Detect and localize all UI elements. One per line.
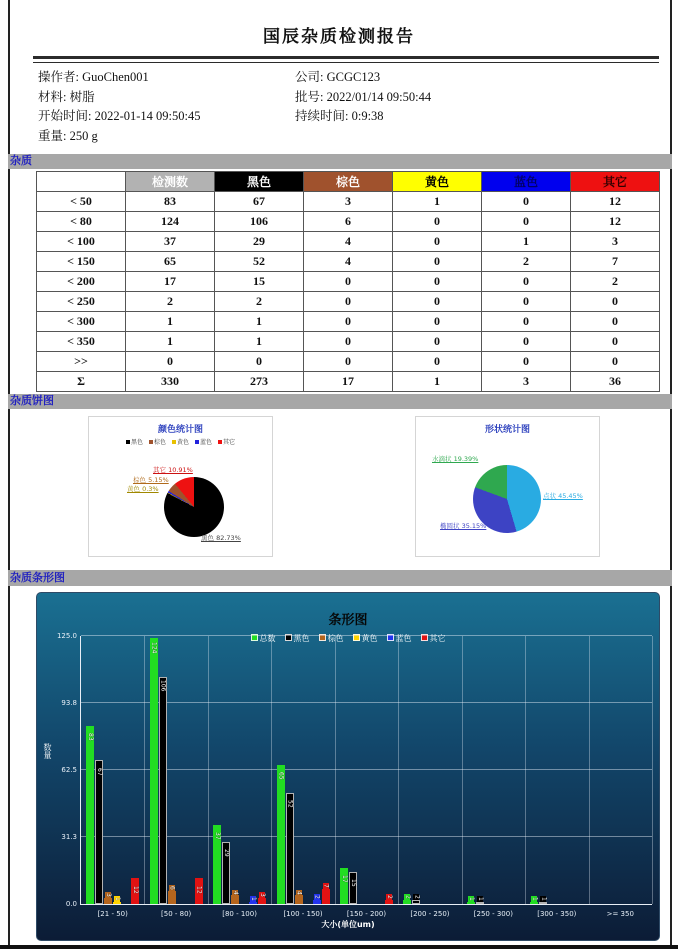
value-cell: 1 — [126, 332, 215, 352]
bar-value-label: 1 — [114, 897, 122, 901]
legend-label: 黄色 — [361, 634, 378, 643]
pie-slice-label: 黄色 0.3% — [127, 485, 159, 493]
title-divider — [33, 56, 659, 63]
value-cell: 0 — [482, 192, 571, 212]
bar-value-label: 4 — [232, 890, 240, 895]
legend-label: 棕色 — [327, 634, 344, 643]
table-header-cell — [37, 172, 126, 192]
bar-value-label: 2 — [386, 894, 393, 899]
value-cell: 2 — [215, 292, 304, 312]
color-pie-legend — [89, 437, 272, 446]
bar-黑色 — [349, 872, 357, 904]
table-header-row — [37, 172, 660, 192]
value-cell: 4 — [304, 252, 393, 272]
x-axis-tick-label: [200 - 250) — [410, 910, 450, 918]
value-cell: 0 — [393, 312, 482, 332]
bar-value-label: 67 — [96, 767, 104, 776]
value-cell: 2 — [571, 272, 660, 292]
value-cell: 52 — [215, 252, 304, 272]
table-row — [37, 192, 660, 212]
pie-slice-label: 点状 45.45% — [543, 492, 583, 500]
pie-slice-label: 棕色 5.15% — [133, 476, 169, 484]
value-cell: 106 — [215, 212, 304, 232]
bar-其它 — [258, 898, 266, 904]
bar-总数 — [530, 902, 538, 904]
bar-黄色 — [113, 902, 121, 904]
y-axis-tick-label: 125.0 — [56, 632, 77, 640]
table-row — [37, 372, 660, 392]
value-cell: 7 — [571, 252, 660, 272]
table-row — [37, 332, 660, 352]
value-cell: 15 — [215, 272, 304, 292]
row-label-cell: < 300 — [37, 312, 126, 332]
value-cell: 0 — [304, 312, 393, 332]
pie-slice-label: 水滴状 19.39% — [432, 455, 479, 463]
x-axis-tick-label: [300 - 350) — [537, 910, 577, 918]
info-row: 操作者: GuoChen001 — [38, 70, 149, 84]
table-header-cell: 检测数 — [126, 172, 215, 192]
legend-label: 其它 — [429, 634, 446, 643]
value-cell: 67 — [215, 192, 304, 212]
bar-value-label: 17 — [341, 874, 348, 883]
value-cell: 0 — [304, 292, 393, 312]
legend-label: 蓝色 — [200, 439, 213, 446]
y-axis-tick-label: 62.5 — [61, 766, 77, 774]
legend-swatch — [149, 440, 153, 444]
x-axis-tick-label: >= 350 — [606, 910, 634, 918]
legend-label: 蓝色 — [395, 634, 412, 643]
shape-pie-chart — [415, 416, 600, 557]
value-cell: 0 — [482, 292, 571, 312]
pie-legend-item — [149, 437, 166, 446]
value-cell: 0 — [482, 312, 571, 332]
info-column-left — [38, 68, 288, 146]
bar-value-label: 106 — [159, 680, 167, 692]
value-cell: 3 — [482, 372, 571, 392]
value-cell: 1 — [126, 312, 215, 332]
bar-棕色 — [104, 898, 112, 904]
y-axis-tick-label: 93.8 — [61, 699, 77, 707]
legend-label: 棕色 — [153, 439, 166, 446]
table-row — [37, 312, 660, 332]
bar-value-label: 1 — [467, 897, 475, 901]
row-label-cell: < 80 — [37, 212, 126, 232]
legend-swatch — [218, 440, 222, 444]
value-cell: 37 — [126, 232, 215, 252]
bar-value-label: 2 — [413, 894, 421, 899]
bar-黑色 — [539, 902, 547, 904]
v-gridline — [398, 636, 399, 904]
legend-label: 黑色 — [130, 439, 143, 446]
bar-黑色 — [286, 793, 294, 904]
pie-legend-item — [218, 437, 235, 446]
value-cell: 17 — [126, 272, 215, 292]
pie-legend-item — [195, 437, 212, 446]
bar-value-label: 65 — [277, 772, 285, 780]
table-row — [37, 292, 660, 312]
color-pie-chart — [88, 416, 273, 557]
section-header-impurity: 杂质 — [8, 154, 672, 169]
v-gridline — [144, 636, 145, 904]
bar-value-label: 124 — [150, 641, 158, 654]
legend-swatch — [195, 440, 199, 444]
page-bottom-border — [0, 945, 678, 949]
bar-chart-plot-area — [56, 632, 652, 918]
bar-value-label: 52 — [286, 799, 294, 808]
table-header-cell: 棕色 — [304, 172, 393, 192]
row-label-cell: < 100 — [37, 232, 126, 252]
value-cell: 0 — [482, 272, 571, 292]
value-cell: 2 — [482, 252, 571, 272]
value-cell: 0 — [393, 352, 482, 372]
value-cell: 124 — [126, 212, 215, 232]
x-axis-tick-label: [21 - 50) — [97, 910, 128, 918]
value-cell: 1 — [393, 372, 482, 392]
v-gridline — [589, 636, 590, 904]
value-cell: 0 — [571, 312, 660, 332]
value-cell: 12 — [571, 212, 660, 232]
table-header-cell: 黄色 — [393, 172, 482, 192]
bar-总数 — [86, 726, 94, 904]
value-cell: 83 — [126, 192, 215, 212]
bar-chart-title: 条形图 — [328, 613, 368, 628]
info-row: 开始时间: 2022-01-14 09:50:45 — [38, 109, 201, 123]
bar-总数 — [403, 900, 411, 904]
bar-value-label: 12 — [195, 885, 203, 894]
row-label-cell: < 250 — [37, 292, 126, 312]
value-cell: 0 — [482, 352, 571, 372]
bar-黑色 — [159, 677, 167, 904]
value-cell: 0 — [393, 252, 482, 272]
v-gridline — [462, 636, 463, 904]
table-row — [37, 352, 660, 372]
pie-slice-label: 黑色 82.73% — [201, 534, 241, 542]
value-cell: 0 — [393, 332, 482, 352]
bar-棕色 — [295, 895, 303, 904]
bar-value-label: 1 — [540, 897, 548, 901]
table-row — [37, 252, 660, 272]
bar-value-label: 83 — [87, 733, 95, 742]
bar-其它 — [385, 900, 393, 904]
section-header-bar: 杂质条形图 — [8, 570, 672, 586]
x-axis-tick-label: [150 - 200) — [346, 910, 387, 918]
value-cell: 0 — [393, 232, 482, 252]
bar-棕色 — [231, 895, 239, 904]
section-header-pie: 杂质饼图 — [8, 394, 672, 409]
bar-黑色 — [95, 760, 103, 904]
value-cell: 0 — [126, 352, 215, 372]
impurity-table — [36, 171, 660, 392]
shape-pie-title: 形状统计图 — [484, 425, 530, 435]
row-label-cell: < 150 — [37, 252, 126, 272]
legend-label: 黄色 — [176, 439, 189, 446]
y-axis-tick-label: 0.0 — [65, 900, 77, 908]
value-cell: 1 — [482, 232, 571, 252]
bar-value-label: 12 — [132, 885, 140, 894]
bar-value-label: 6 — [168, 886, 176, 891]
page-title: 国辰杂质检测报告 — [263, 27, 415, 46]
value-cell: 3 — [304, 192, 393, 212]
value-cell: 0 — [393, 272, 482, 292]
legend-swatch — [126, 440, 130, 444]
value-cell: 0 — [304, 272, 393, 292]
x-axis-tick-label: [250 - 300) — [473, 910, 513, 918]
bar-value-label: 2 — [313, 894, 321, 899]
table-row — [37, 232, 660, 252]
x-axis-tick-label: [80 - 100) — [222, 910, 257, 918]
bar-value-label: 4 — [295, 890, 303, 895]
value-cell: 0 — [482, 212, 571, 232]
v-gridline — [652, 636, 653, 904]
value-cell: 1 — [393, 192, 482, 212]
pie-legend-item — [172, 437, 189, 446]
color-pie-title: 颜色统计图 — [157, 425, 203, 435]
info-row: 批号: 2022/01/14 09:50:44 — [295, 89, 432, 104]
value-cell: 0 — [571, 332, 660, 352]
pie-legend-item — [126, 437, 143, 446]
legend-label: 黑色 — [293, 634, 310, 643]
row-label-cell: >> — [37, 352, 126, 372]
x-axis-tick-label: [100 - 150) — [283, 910, 323, 918]
value-cell: 4 — [304, 232, 393, 252]
value-cell: 36 — [571, 372, 660, 392]
bar-chart-xlabel: 大小(单位um) — [321, 920, 375, 929]
bar-蓝色 — [249, 902, 257, 904]
row-label-cell: Σ — [37, 372, 126, 392]
value-cell: 273 — [215, 372, 304, 392]
row-label-cell: < 50 — [37, 192, 126, 212]
row-label-cell: < 200 — [37, 272, 126, 292]
value-cell: 0 — [304, 332, 393, 352]
value-cell: 6 — [304, 212, 393, 232]
bar-value-label: 3 — [259, 892, 267, 897]
bar-其它 — [322, 889, 330, 904]
value-cell: 2 — [126, 292, 215, 312]
bar-黑色 — [476, 902, 484, 904]
v-gridline — [525, 636, 526, 904]
bar-value-label: 1 — [476, 897, 484, 901]
bar-chart-panel — [36, 592, 660, 941]
info-row: 公司: GCGC123 — [295, 70, 381, 84]
x-axis-tick-label: [50 - 80) — [161, 910, 192, 918]
value-cell: 0 — [393, 292, 482, 312]
value-cell: 0 — [571, 292, 660, 312]
bar-总数 — [277, 765, 285, 904]
bar-总数 — [467, 902, 475, 904]
value-cell: 0 — [571, 352, 660, 372]
table-header-cell: 黑色 — [215, 172, 304, 192]
bar-总数 — [150, 638, 158, 904]
bar-value-label: 29 — [223, 849, 231, 857]
bar-value-label: 2 — [404, 894, 412, 899]
bar-chart-ylabel: 数量 — [43, 743, 52, 759]
value-cell: 1 — [215, 332, 304, 352]
bar-value-label: 1 — [531, 897, 539, 901]
v-gridline — [335, 636, 336, 904]
info-row: 重量: 250 g — [38, 128, 98, 143]
bar-蓝色 — [313, 900, 321, 904]
table-header-cell: 蓝色 — [482, 172, 571, 192]
value-cell: 0 — [393, 212, 482, 232]
v-gridline — [208, 636, 209, 904]
legend-label: 其它 — [223, 439, 236, 446]
row-label-cell: < 350 — [37, 332, 126, 352]
bar-黑色 — [412, 900, 420, 904]
value-cell: 65 — [126, 252, 215, 272]
color-pie-circle — [164, 477, 224, 537]
value-cell: 0 — [215, 352, 304, 372]
bar-value-label: 15 — [350, 879, 357, 887]
bar-棕色 — [168, 891, 176, 904]
info-column-right — [295, 68, 595, 127]
bar-value-label: 7 — [322, 884, 330, 888]
bar-value-label: 1 — [250, 897, 258, 901]
table-row — [37, 212, 660, 232]
value-cell: 3 — [571, 232, 660, 252]
bar-value-label: 37 — [214, 832, 222, 840]
value-cell: 17 — [304, 372, 393, 392]
legend-swatch — [172, 440, 176, 444]
value-cell: 0 — [482, 332, 571, 352]
table-header-cell: 其它 — [571, 172, 660, 192]
info-row: 持续时间: 0:9:38 — [295, 109, 384, 123]
value-cell: 1 — [215, 312, 304, 332]
pie-slice-label: 其它 10.91% — [153, 466, 193, 474]
y-axis-tick-label: 31.3 — [61, 833, 77, 841]
value-cell: 12 — [571, 192, 660, 212]
pie-slice-label: 椭圆状 35.15% — [440, 522, 487, 530]
value-cell: 0 — [304, 352, 393, 372]
bar-value-label: 3 — [105, 892, 113, 897]
h-gridline — [81, 635, 652, 636]
legend-label: 总数 — [259, 634, 276, 643]
table-row — [37, 272, 660, 292]
value-cell: 330 — [126, 372, 215, 392]
v-gridline — [271, 636, 272, 904]
info-row: 材料: 树脂 — [38, 89, 95, 104]
value-cell: 29 — [215, 232, 304, 252]
